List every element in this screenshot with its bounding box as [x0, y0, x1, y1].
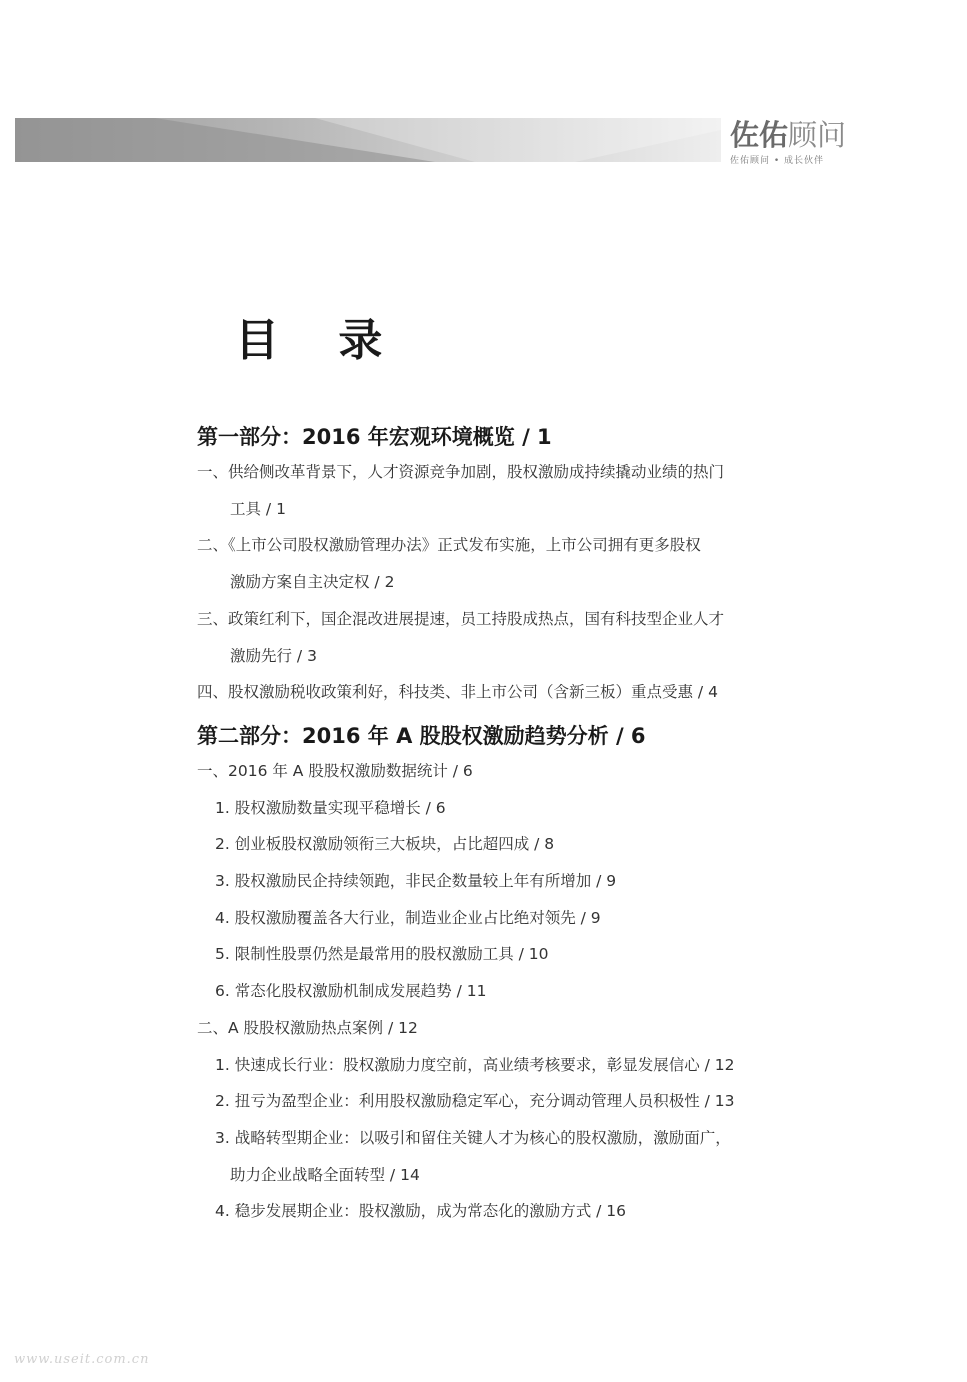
table-of-contents — [197, 420, 797, 1230]
banner-diagonal-stripe — [15, 118, 721, 162]
toc-subentry: 4. 稳步发展期企业：股权激励，成为常态化的激励方式 / 16 — [215, 1202, 627, 1221]
toc-subentry: 5. 限制性股票仍然是最常用的股权激励工具 / 10 — [215, 945, 549, 964]
toc-subentry: 2. 创业板股权激励领衔三大板块，占比超四成 / 8 — [215, 835, 555, 854]
toc-entry: 二、《上市公司股权激励管理办法》正式发布实施，上市公司拥有更多股权 — [197, 536, 701, 555]
toc-subentry: 3. 股权激励民企持续领跑，非民企数量较上年有所增加 / 9 — [215, 872, 617, 891]
toc-subentry: 3. 战略转型期企业：以吸引和留住关键人才为核心的股权激励，激励面广， — [215, 1128, 731, 1147]
site-watermark: www.useit.com.cn — [14, 1352, 150, 1367]
part-heading: 第一部分：2016 年宏观环境概览 / 1 — [197, 425, 552, 449]
toc-entry-continuation: 工具 / 1 — [230, 499, 286, 518]
toc-subentry: 4. 股权激励覆盖各大行业，制造业企业占比绝对领先 / 9 — [215, 908, 601, 927]
toc-subentry: 1. 快速成长行业：股权激励力度空前，高业绩考核要求，彰显发展信心 / 12 — [215, 1055, 735, 1074]
logo-wordmark — [730, 118, 860, 152]
logo-bold-text: 佐佑 — [730, 118, 789, 152]
toc-entry: 三、政策红利下，国企混改进展提速，员工持股成热点，国有科技型企业人才 — [197, 609, 725, 628]
toc-subentry: 2. 扭亏为盈型企业：利用股权激励稳定军心，充分调动管理人员积极性 / 13 — [215, 1092, 735, 1111]
toc-subentry: 1. 股权激励数量实现平稳增长 / 6 — [215, 798, 446, 817]
toc-entry: 四、股权激励税收政策利好，科技类、非上市公司（含新三板）重点受惠 / 4 — [197, 683, 718, 702]
company-logo — [730, 118, 860, 166]
toc-entry: 一、供给侧改革背景下，人才资源竞争加剧，股权激励成持续撬动业绩的热门 — [197, 463, 725, 481]
logo-light-text: 顾问 — [788, 118, 847, 152]
header-banner — [15, 118, 721, 162]
part-heading: 第二部分：2016 年 A 股股权激励趋势分析 / 6 — [197, 723, 646, 748]
page-title: 目 录 — [235, 315, 405, 366]
toc-entry-continuation: 激励先行 / 3 — [230, 646, 317, 665]
toc-subentry: 6. 常态化股权激励机制成发展趋势 / 11 — [215, 982, 487, 1001]
toc-entry: 二、A 股股权激励热点案例 / 12 — [197, 1018, 418, 1037]
toc-entry-continuation: 激励方案自主决定权 / 2 — [230, 573, 395, 592]
logo-tagline: 佐佑顾问 • 成长伙伴 — [730, 156, 825, 166]
toc-subentry-continuation: 助力企业战略全面转型 / 14 — [230, 1165, 420, 1184]
toc-entry: 一、2016 年 A 股股权激励数据统计 / 6 — [197, 761, 473, 780]
